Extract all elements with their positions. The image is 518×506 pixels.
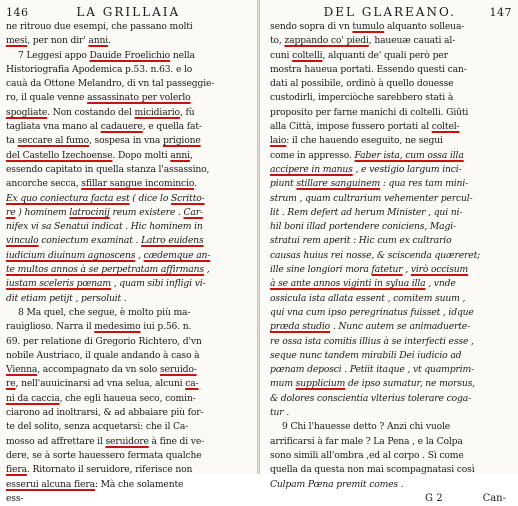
text-line xyxy=(270,320,512,334)
underlined-phrase: fatetur xyxy=(371,264,403,276)
underlined-phrase: Car- xyxy=(183,206,203,218)
text-span: tagliata vna mano al xyxy=(6,121,101,133)
underlined-phrase: Scritto- xyxy=(170,192,205,204)
underlined-phrase: Dauide Froelichio xyxy=(89,49,171,61)
text-line xyxy=(6,220,248,234)
text-line xyxy=(270,449,512,463)
text-line xyxy=(6,49,248,63)
text-line xyxy=(270,420,512,434)
text-line xyxy=(270,406,512,420)
text-span: Historiografia Apodemica p.53. n.63. e lo xyxy=(6,63,193,75)
right-text-body xyxy=(270,20,512,492)
underlined-phrase: re xyxy=(6,378,16,390)
underlined-phrase: latrocinij xyxy=(69,206,110,218)
text-line xyxy=(6,206,248,220)
left-running-title: LA GRILLAIA xyxy=(76,5,181,19)
text-line xyxy=(270,249,512,263)
text-line xyxy=(270,377,512,391)
text-span: nella xyxy=(170,49,195,61)
text-span: 7 Leggesi appo xyxy=(18,49,90,61)
text-span: à fine di ve- xyxy=(148,435,205,447)
text-line xyxy=(6,320,248,334)
text-span: mostra haueua portati. Essendo questi can- xyxy=(270,63,467,75)
underlined-phrase: del Castello Izechoense xyxy=(6,149,113,161)
text-span: sono simili all'ombra ,ed al corpo . Sì come xyxy=(270,449,464,461)
text-line xyxy=(6,91,248,105)
text-span: ess- xyxy=(6,492,24,504)
underlined-phrase: prigione xyxy=(162,135,201,147)
text-span: piunt xyxy=(270,178,297,190)
text-line xyxy=(6,377,248,391)
underlined-phrase: re xyxy=(6,206,16,218)
underlined-phrase: Faber ista, cum ossa illa xyxy=(354,149,464,161)
text-span: quella da questa non mai scompagnatasi così xyxy=(270,464,475,476)
underlined-phrase: anni xyxy=(170,149,190,161)
text-line xyxy=(270,77,512,91)
text-line xyxy=(270,163,512,177)
text-span: sendo sopra di vn xyxy=(270,21,353,32)
underlined-phrase: vinculo xyxy=(6,235,39,247)
text-span: , xyxy=(203,264,210,276)
right-page xyxy=(260,0,518,504)
text-span: ro, il quale venne xyxy=(6,92,88,104)
text-span: alla Città, impose fussero portati al xyxy=(270,121,432,133)
text-line xyxy=(6,335,248,349)
text-line xyxy=(270,91,512,105)
text-line xyxy=(270,392,512,406)
text-span: . Dopo molti xyxy=(112,149,171,161)
underlined-phrase: zappando co' piedi xyxy=(284,35,369,47)
text-span: , accompagnato da vn solo xyxy=(37,364,160,376)
text-line xyxy=(6,463,248,477)
right-running-title: DEL GLAREANO. xyxy=(323,5,456,19)
text-span: cuni xyxy=(270,49,293,61)
text-span: , alquanti de' quali però per xyxy=(322,49,448,61)
text-line xyxy=(6,435,248,449)
text-span: , che egli haueua seco, comin- xyxy=(59,392,196,404)
text-line xyxy=(270,206,512,220)
text-span: coniectum examinat . xyxy=(38,235,142,247)
text-line xyxy=(6,63,248,77)
text-span: , sospesa in vna xyxy=(88,135,163,147)
underlined-phrase: coltel- xyxy=(431,121,460,133)
text-line xyxy=(6,263,248,277)
text-span: nobile Austriaco, il quale andando à caso à xyxy=(6,349,200,361)
underlined-phrase: fiera xyxy=(6,464,27,476)
text-span: , fù xyxy=(179,106,195,118)
underlined-phrase: tumulo xyxy=(352,21,385,32)
text-span: ciarono ad inoltrarsi, & ad abbaiare più for- xyxy=(6,407,204,419)
text-span: iui p.56. n. xyxy=(140,321,192,333)
text-span: to, xyxy=(270,35,285,47)
underlined-phrase: sfillar sangue incomincio xyxy=(81,178,195,190)
text-span: . xyxy=(194,178,197,190)
text-span: , nell'auuicinarsi ad vna selua, alcuni xyxy=(15,378,186,390)
underlined-phrase: supplicium xyxy=(295,378,346,390)
text-span: , quam sibi infligi vi- xyxy=(110,278,206,290)
text-line xyxy=(270,263,512,277)
text-line xyxy=(270,277,512,291)
text-line xyxy=(270,20,512,34)
underlined-phrase: esserui alcuna fiera xyxy=(6,478,95,490)
underlined-phrase: ni da caccia xyxy=(6,392,60,404)
text-span: pœnam deposci . Petiit itaque , vt quamprim- xyxy=(270,364,474,376)
text-line xyxy=(6,363,248,377)
text-span: cauà da Ottone Melandro, di vn tal passeggie- xyxy=(6,78,215,90)
text-span: stratui rem aperit : Hic cum ex cultrario xyxy=(270,235,452,247)
text-span: : qua res tam mini- xyxy=(380,178,469,190)
text-line xyxy=(6,406,248,420)
underlined-phrase: anni xyxy=(88,35,109,47)
underlined-phrase: laio xyxy=(270,135,287,147)
text-line xyxy=(270,349,512,363)
text-line xyxy=(270,63,512,77)
underlined-phrase: seccare al fumo xyxy=(17,135,89,147)
text-line xyxy=(6,120,248,134)
text-span: mosso ad affrettare il xyxy=(6,435,106,447)
text-span: dere, se à sorte hauessero fermata qualche xyxy=(6,449,202,461)
text-span: Culpam Pœna premit comes . xyxy=(270,478,404,490)
underlined-phrase: ca- xyxy=(185,378,199,390)
left-page-header xyxy=(6,4,248,20)
underlined-phrase: Ex quo coniectura facta est xyxy=(6,192,130,204)
signature-mark: G 2 xyxy=(425,492,443,504)
text-span: ne ritrouo due esempi, che passano molti xyxy=(6,21,193,32)
text-line xyxy=(6,77,248,91)
text-line xyxy=(6,34,248,48)
text-line xyxy=(270,49,512,63)
underlined-phrase: coltelli xyxy=(292,49,323,61)
underlined-phrase: Latro euidens xyxy=(141,235,204,247)
text-line xyxy=(6,234,248,248)
text-span: come in appresso. xyxy=(270,149,355,161)
text-span: . xyxy=(108,35,111,47)
text-span: . Nunc autem se animaduerte- xyxy=(330,321,471,333)
text-line xyxy=(6,163,248,177)
text-span: . Ritornato il seruidore, riferisce non xyxy=(26,464,193,476)
catchword: Can- xyxy=(482,492,506,504)
underlined-phrase: præda studio xyxy=(270,321,331,333)
text-span: proposito per farne manichi di coltelli. Giūti xyxy=(270,106,469,118)
underlined-phrase: medesimo xyxy=(94,321,141,333)
text-span: ( dice lo xyxy=(129,192,171,204)
underlined-phrase: à se ante annos viginti in sylua illa xyxy=(270,278,426,290)
text-line xyxy=(270,335,512,349)
text-span: , e vestigio largum inci- xyxy=(352,163,462,175)
text-line xyxy=(270,363,512,377)
text-span: ancorche secca, xyxy=(6,178,82,190)
text-span: lit . Rem defert ad herum Minister , qui ni- xyxy=(270,206,463,218)
text-span: essendo capitato in quella stanza l'assassino, xyxy=(6,163,210,175)
underlined-phrase: virò occisum xyxy=(410,264,469,276)
text-span: mum xyxy=(270,378,296,390)
text-span: , per non dir' xyxy=(27,35,89,47)
text-line xyxy=(6,492,248,506)
text-span: causas huius rei nosse, & sciscenda quæreret; xyxy=(270,249,481,261)
underlined-phrase: iudicium diuinum agnoscens xyxy=(6,249,136,261)
text-line xyxy=(6,177,248,191)
text-line xyxy=(6,392,248,406)
underlined-phrase: Vienna xyxy=(6,364,38,376)
underlined-phrase: accipere in manus xyxy=(270,163,353,175)
text-line xyxy=(6,20,248,34)
text-span: , xyxy=(135,249,144,261)
underlined-phrase: seruidore xyxy=(105,435,149,447)
left-page-number: 146 xyxy=(6,6,29,19)
text-line xyxy=(270,34,512,48)
underlined-phrase: assassinato per volerlo xyxy=(87,92,191,104)
text-line xyxy=(6,277,248,291)
text-span: ossicula ista allata essent , comitem suum , xyxy=(270,292,466,304)
text-span: , xyxy=(189,149,193,161)
text-span: : Mà che solamente xyxy=(94,478,184,490)
underlined-phrase: mesi xyxy=(6,35,28,47)
text-line xyxy=(6,449,248,463)
right-page-number: 147 xyxy=(489,6,512,19)
text-span: te del solito, senza acquetarsi: che il Ca- xyxy=(6,421,189,433)
text-span: de ipso sumatur, ne morsus, xyxy=(345,378,475,390)
text-span: nifex vi sa Senatui indicat . Hic hominem in xyxy=(6,221,203,233)
right-page-footer xyxy=(270,492,512,506)
text-span: , xyxy=(402,264,411,276)
text-span: : il che hauendo eseguito, ne segui xyxy=(286,135,443,147)
text-span: arrificarsi à far male ? La Pena , e la Colpa xyxy=(270,435,463,447)
text-span: qui vna cum ipso peregrinatus fuisset , idque xyxy=(270,306,474,318)
underlined-phrase: micidiario xyxy=(134,106,180,118)
underlined-phrase: te multos annos à se perpetratam affirmans xyxy=(6,264,204,276)
text-line xyxy=(270,234,512,248)
text-line xyxy=(270,463,512,477)
text-span: tur . xyxy=(270,407,290,419)
text-line xyxy=(270,134,512,148)
text-span: hil boni illad portendere coniciens, Magi- xyxy=(270,221,456,233)
text-line xyxy=(270,120,512,134)
text-span: custodirli, imperciòche sarebbero stati à xyxy=(270,92,454,104)
text-line xyxy=(270,306,512,320)
text-span: 8 Ma quel, che segue, è molto più ma- xyxy=(18,306,191,318)
text-span: . Non costando del xyxy=(47,106,135,118)
text-line xyxy=(6,106,248,120)
text-line xyxy=(6,420,248,434)
text-line xyxy=(6,249,248,263)
text-line xyxy=(270,177,512,191)
underlined-phrase: cædemque an- xyxy=(143,249,211,261)
left-text-body xyxy=(6,20,248,506)
text-line xyxy=(270,192,512,206)
underlined-phrase: iustam sceleris pœnam xyxy=(6,278,111,290)
text-line xyxy=(6,134,248,148)
text-span: alquanto solleua- xyxy=(384,21,465,32)
text-span: , vnde xyxy=(425,278,456,290)
text-line xyxy=(270,106,512,120)
text-span: , haueuæ cauati al- xyxy=(368,35,456,47)
text-span: strum , quam cultrarium vehementer percul- xyxy=(270,192,473,204)
right-page-header xyxy=(270,4,512,20)
text-line xyxy=(6,292,248,306)
text-span: ille sine longiori mora xyxy=(270,264,372,276)
text-line xyxy=(270,149,512,163)
text-line xyxy=(6,192,248,206)
text-span: rauiglioso. Narra il xyxy=(6,321,95,333)
text-line xyxy=(6,149,248,163)
underlined-phrase: spogliate xyxy=(6,106,48,118)
underlined-phrase: seruido- xyxy=(159,364,197,376)
text-span: reum existere . xyxy=(109,206,184,218)
underlined-phrase: stillare sanguinem xyxy=(296,178,381,190)
text-line xyxy=(270,220,512,234)
text-line xyxy=(270,292,512,306)
text-span: , e quella fat- xyxy=(142,121,202,133)
text-span: & dolores conscientia vlterius tolerare coga- xyxy=(270,392,471,404)
text-line xyxy=(6,306,248,320)
text-span: ta xyxy=(6,135,18,147)
left-page xyxy=(0,0,258,504)
text-line xyxy=(270,478,512,492)
text-span: seque nunc tandem mirabili Dei iudicio ad xyxy=(270,349,462,361)
text-line xyxy=(6,478,248,492)
underlined-phrase: cadauere xyxy=(100,121,143,133)
text-span: dit etiam petijt , persoluit . xyxy=(6,292,127,304)
text-span: ) hominem xyxy=(15,206,70,218)
text-span: 69. per relatione di Gregorio Richtero, d'vn xyxy=(6,335,202,347)
text-span: dati al possibile, ordinò à quello douesse xyxy=(270,78,454,90)
text-span: re ossa ista comitis illius à se interfecti esse , xyxy=(270,335,474,347)
text-line xyxy=(270,435,512,449)
text-span: 9 Chi l'hauesse detto ? Anzi chi vuole xyxy=(282,421,451,433)
text-line xyxy=(6,349,248,363)
